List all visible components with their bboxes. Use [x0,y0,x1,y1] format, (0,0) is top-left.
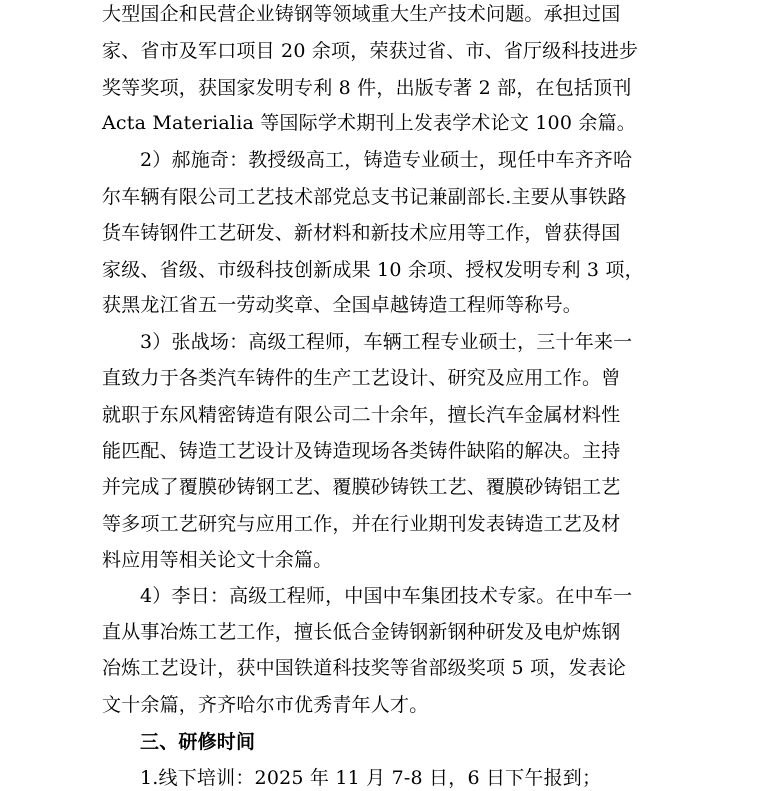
text-line: 直致力于各类汽车铸件的生产工艺设计、研究及应用工作。曾 [102,367,621,389]
text-line: 并完成了覆膜砂铸钢工艺、覆膜砂铸铁工艺、覆膜砂铸铝工艺 [102,476,621,498]
paragraph-start-line: 2）郝施奇：教授级高工，铸造专业硕士，现任中车齐齐哈 [140,149,633,171]
text-line: 料应用等相关论文十余篇。 [102,549,333,571]
text-line: 获黑龙江省五一劳动奖章、全国卓越铸造工程师等称号。 [102,294,583,316]
text-line: 文十余篇，齐齐哈尔市优秀青年人才。 [102,694,429,716]
text-line: 奖等奖项，获国家发明专利 8 件，出版专著 2 部，在包括顶刊 [102,77,632,99]
text-line: 等多项工艺研究与应用工作，并在行业期刊发表铸造工艺及材 [102,513,621,535]
text-line: 货车铸钢件工艺研发、新材料和新技术应用等工作，曾获得国 [102,222,621,244]
section-heading: 三、研修时间 [140,731,256,753]
text-line: Acta Materialia 等国际学术期刊上发表学术论文 100 余篇。 [102,112,636,134]
paragraph-start-line: 3）张战场：高级工程师，车辆工程专业硕士，三十年来一 [140,331,633,353]
text-line: 冶炼工艺设计，获中国铁道科技奖等省部级奖项 5 项，发表论 [102,657,626,679]
text-line: 大型国企和民营企业铸钢等领域重大生产技术问题。承担过国 [102,3,621,25]
text-line: 能匹配、铸造工艺设计及铸造现场各类铸件缺陷的解决。主持 [102,440,621,462]
text-line: 尔车辆有限公司工艺技术部党总支书记兼副部长.主要从事铁路 [102,186,627,208]
text-line: 就职于东风精密铸造有限公司二十余年，擅长汽车金属材料性 [102,404,621,426]
text-line: 家级、省级、市级科技创新成果 10 余项、授权发明专利 3 项， [102,259,644,281]
paragraph-start-line: 4）李日：高级工程师，中国中车集团技术专家。在中车一 [140,585,633,607]
text-line: 家、省市及军口项目 20 余项，荣获过省、市、省厅级科技进步 [102,40,639,62]
text-line: 1.线下培训：2025 年 11 月 7-8 日，6 日下午报到； [140,767,602,789]
text-line: 直从事冶炼工艺工作，擅长低合金铸钢新钢种研发及电炉炼钢 [102,621,621,643]
